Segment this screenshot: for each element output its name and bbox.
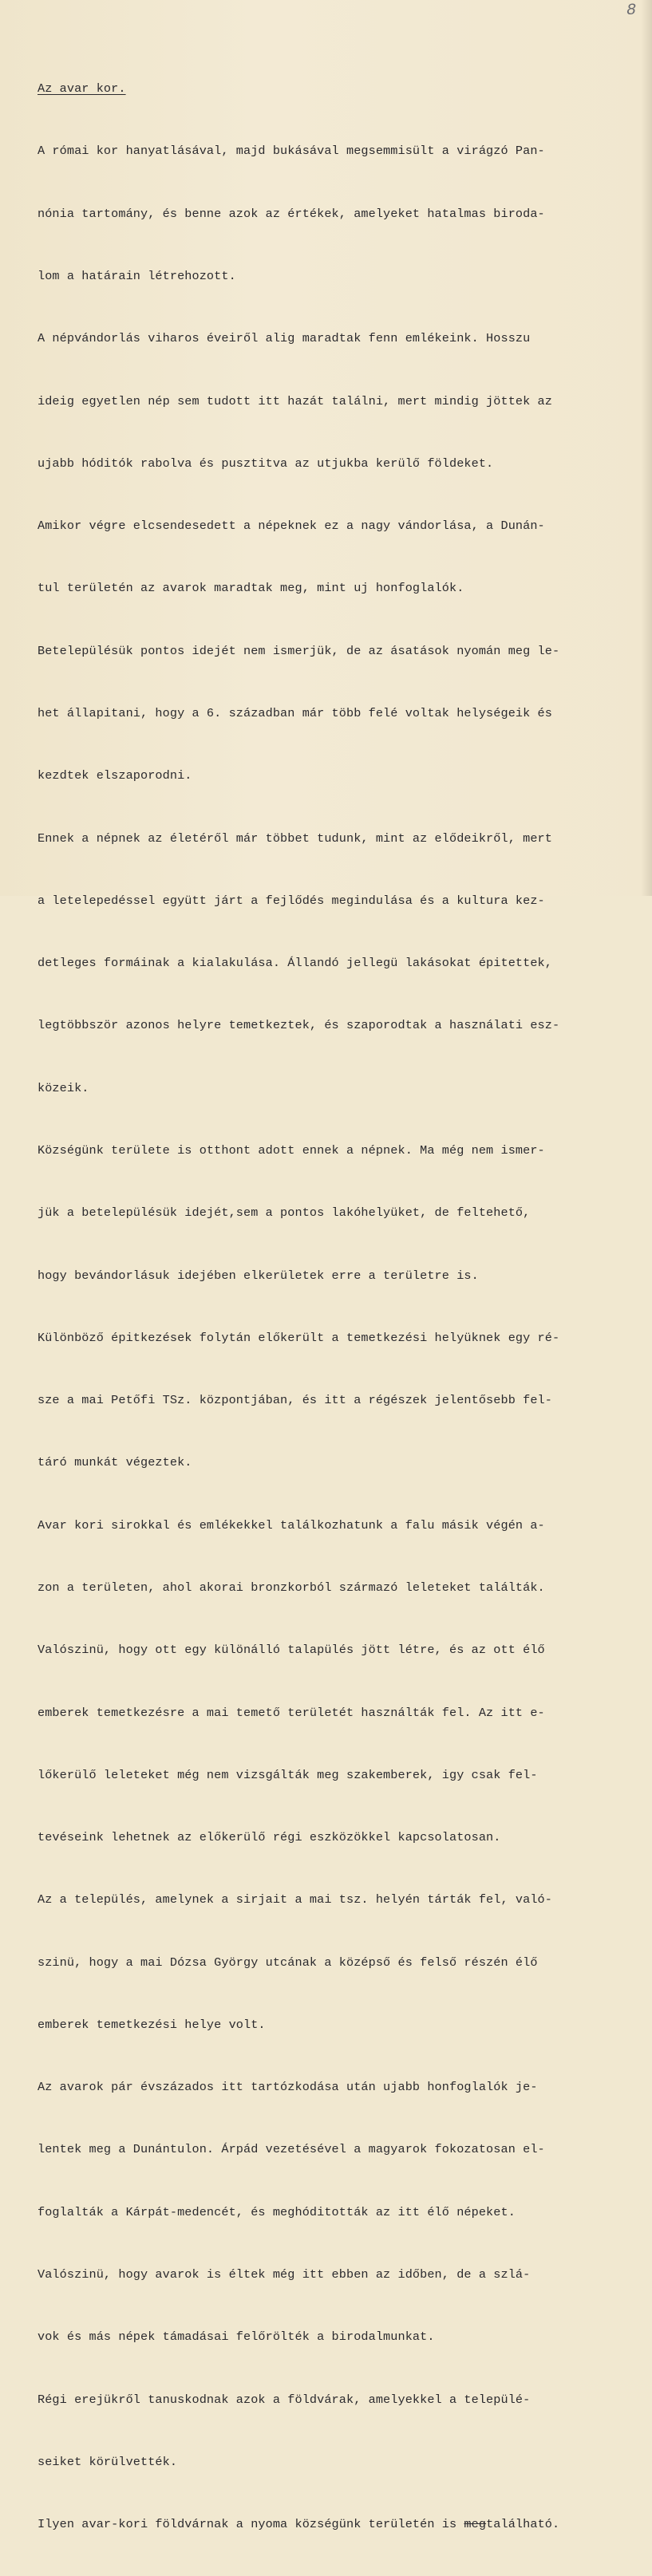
text-line: Betelepülésük pontos idejét nem ismerjük, de az ásatások nyomán meg le- [38,643,560,658]
text-line: foglalták a Kárpát-medencét, és meghóditották az itt élő népeket. [38,2204,516,2219]
text-line: lentek meg a Dunántulon. Árpád vezetésével a magyarok fokozatosan el- [38,2142,545,2157]
text-line: táró munkát végeztek. [38,1455,192,1470]
text-line: detleges formáinak a kialakulása. Állandó jellegü lakásokat épitettek, [38,956,552,971]
document-body [38,37,612,2576]
text-line: kezdtek elszaporodni. [38,768,192,783]
struck-out-word: meg [464,2517,487,2532]
text-line: közeik. [38,1080,89,1095]
text-line: Valószinü, hogy avarok is éltek még itt ebben az időben, de a szlá- [38,2267,531,2282]
text-line: Ennek a népnek az életéről már többet tudunk, mint az elődeikről, mert [38,830,552,846]
text-line: lom a határain létrehozott. [38,269,236,284]
text-line: Az avarok pár évszázados itt tartózkodása után ujabb honfoglalók je- [38,2080,538,2095]
text-line: a letelepedéssel együtt járt a fejlődés megindulása és a kultura kez- [38,893,545,908]
text-line: nónia tartomány, és benne azok az értékek, amelyeket hatalmas biroda- [38,206,545,221]
text-line: zon a területen, ahol akorai bronzkorból származó leleteket találták. [38,1580,545,1595]
text-line: Különböző épitkezések folytán előkerült a temetkezési helyüknek egy ré- [38,1330,560,1345]
text-line: Régi erejükről tanuskodnak azok a földvárak, amelyekkel a települé- [38,2392,531,2407]
text-line: ideig egyetlen nép sem tudott itt hazát találni, mert mindig jöttek az [38,393,552,408]
text-line: vok és más népek támadásai felőrölték a birodalmunkat. [38,2329,435,2345]
text-line: seiket körülvették. [38,2454,178,2469]
text-line: emberek temetkezésre a mai temető területét használták fel. Az itt e- [38,1705,545,1720]
document-title: Az avar kor. [38,81,126,97]
text-line: sze a mai Petőfi TSz. központjában, és itt a régészek jelentősebb fel- [38,1393,552,1408]
text-line: lőkerülő leleteket még nem vizsgálták meg szakemberek, igy csak fel- [38,1767,538,1782]
page-edge-shadow [641,0,652,896]
text-line: Valószinü, hogy ott egy különálló talapülés jött létre, és az ott élő [38,1643,545,1658]
text-line: Községünk területe is otthont adott ennek a népnek. Ma még nem ismer- [38,1142,545,1158]
text-line: A népvándorlás viharos éveiről alig maradtak fenn emlékeink. Hosszu [38,331,531,346]
text-line: szinü, hogy a mai Dózsa György utcának a középső és felső részén élő [38,1955,538,1970]
text-line: ujabb hóditók rabolva és pusztitva az utjukba kerülő földeket. [38,456,494,471]
handwritten-page-number: 8 [626,2,637,20]
text-line: Amikor végre elcsendesedett a népeknek ez a nagy vándorlása, a Dunán- [38,519,545,534]
text-line: tevéseink lehetnek az előkerülő régi eszközökkel kapcsolatosan. [38,1830,501,1845]
text-line: het állapitani, hogy a 6. században már több felé voltak helységeik és [38,706,552,720]
text-line: Az a település, amelynek a sirjait a mai tsz. helyén tárták fel, való- [38,1892,552,1907]
last-line-text: Ilyen avar-kori földvárnak a nyoma községünk területén is [38,2517,464,2532]
last-text-line [38,2514,612,2535]
text-line: legtöbbször azonos helyre temetkeztek, és szaporodtak a használati esz- [38,1018,560,1033]
text-line: jük a betelepülésük idejét,sem a pontos lakóhelyüket, de feltehető, [38,1205,531,1221]
text-line: Avar kori sirokkal és emlékekkel találkozhatunk a falu másik végén a- [38,1517,545,1533]
text-line: hogy bevándorlásuk idejében elkerületek erre a területre is. [38,1268,479,1283]
text-line: emberek temetkezési helye volt. [38,2017,266,2032]
text-line: A római kor hanyatlásával, majd bukásával megsemmisült a virágzó Pan- [38,144,545,159]
text-line: tul területén az avarok maradtak meg, mint uj honfoglalók. [38,581,464,596]
last-line-ending: található. [486,2517,560,2532]
